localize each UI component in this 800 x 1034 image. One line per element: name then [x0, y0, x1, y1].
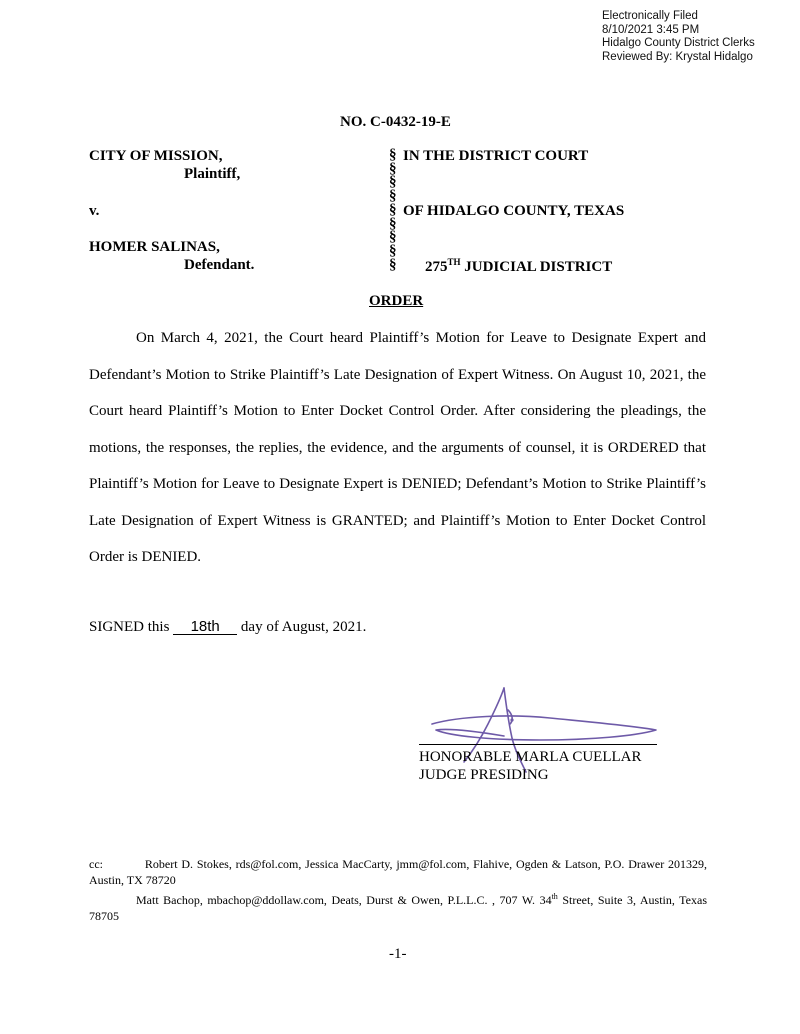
order-paragraph: On March 4, 2021, the Court heard Plaintiff’s Motion for Leave to Designate Expert and Defendant’s Motion to Strike Plaintiff’s Late Designation of Expert Witness. On August 10, 2021, the Court heard Plaintiff’s Motion to Enter Docket Control Order. After considering the pleadings, the motions, the responses, the replies, the evidence, and the arguments of counsel, it is ORDERED that Plaintiff’s Motion for Leave to Designate Expert is DENIED; Defendant’s Motion to Strike Plaintiff’s Late Designation of Expert Witness is GRANTED; and Plaintiff’s Motion to Enter Docket Control Order is DENIED.: [89, 330, 706, 565]
signed-day: 18th: [173, 619, 237, 635]
court-line-2: OF HIDALGO COUNTY, TEXAS: [403, 203, 625, 219]
signed-line: [89, 619, 366, 636]
stamp-line: 8/10/2021 3:45 PM: [602, 23, 700, 36]
judge-title: JUDGE PRESIDING: [419, 767, 549, 783]
cc-recipient-2-end: Street, Suite 3, Austin, Texas 78705: [89, 892, 707, 924]
cc-line-2: [89, 889, 707, 925]
judicial-district: [425, 257, 612, 276]
stamp-line: Electronically Filed: [602, 10, 698, 22]
section-mark: §: [389, 229, 397, 246]
section-mark: §: [389, 174, 397, 191]
order-title: ORDER: [369, 293, 424, 309]
section-mark: §: [389, 201, 397, 218]
section-mark: §: [389, 215, 397, 232]
stamp-line: Hidalgo County District Clerks: [602, 37, 755, 49]
signature-dot: [510, 718, 513, 721]
plaintiff-name: CITY OF MISSION,: [89, 148, 223, 164]
order-body: [89, 320, 706, 576]
plaintiff-role: Plaintiff,: [184, 166, 241, 182]
judge-name: HONORABLE MARLA CUELLAR: [419, 749, 642, 765]
district-number: 275: [425, 259, 448, 275]
district-text: JUDICIAL DISTRICT: [464, 259, 613, 275]
cc-recipient-1: Robert D. Stokes, rds@fol.com, Jessica MacCarty, jmm@fol.com, Flahive, Ogden & Latson, P.O. Drawer 201329, Austin, TX 78720: [89, 857, 707, 888]
judge-block: [419, 748, 642, 784]
signed-prefix: SIGNED this: [89, 619, 170, 635]
cc-recipient-2: Matt Bachop, mbachop@ddollaw.com, Deats, Durst & Owen, P.L.L.C. , 707 W. 34: [136, 892, 552, 907]
signature-line: [419, 744, 657, 745]
section-mark: §: [389, 188, 397, 205]
section-marks: [389, 149, 397, 272]
section-mark: §: [389, 147, 397, 163]
district-superscript: TH: [447, 257, 461, 267]
section-mark: §: [389, 256, 397, 273]
case-number: NO. C-0432-19-E: [340, 114, 451, 130]
signed-suffix: day of August, 2021.: [240, 619, 367, 635]
filing-stamp: [602, 10, 755, 64]
cc-label: cc:: [89, 857, 103, 871]
cc-line-1: [89, 856, 707, 889]
cc-block: [89, 856, 707, 925]
defendant-name: HOMER SALINAS,: [89, 239, 220, 255]
section-mark: §: [389, 160, 397, 177]
stamp-line: Reviewed By: Krystal Hidalgo: [602, 50, 753, 63]
defendant-role: Defendant.: [184, 257, 255, 273]
section-mark: §: [389, 242, 397, 259]
cc-superscript: th: [551, 891, 558, 901]
page-number: -1-: [389, 946, 407, 962]
court-line-1: IN THE DISTRICT COURT: [403, 148, 589, 164]
versus: v.: [89, 203, 100, 219]
